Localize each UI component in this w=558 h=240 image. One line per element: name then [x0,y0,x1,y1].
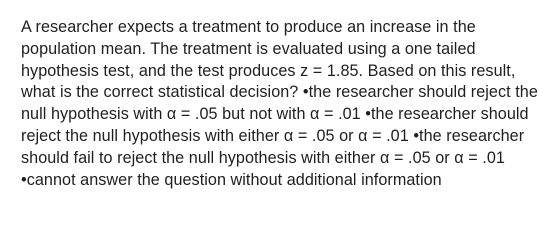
question-text: A researcher expects a treatment to produce an increase in the population mean. The treatment is evaluated using a one tailed hypothesis test, and the test produces z = 1.85. Based on this result, what is the correct statistical decision? •the researcher should reject the null hypothesis with α = .05 but not with α = .01 •the researcher should reject the null hypothesis with either α = .05 or α = .01 •the researcher should fail to reject the null hypothesis with either α = .05 or α = .01 •cannot answer the question without additional information [21,18,538,189]
